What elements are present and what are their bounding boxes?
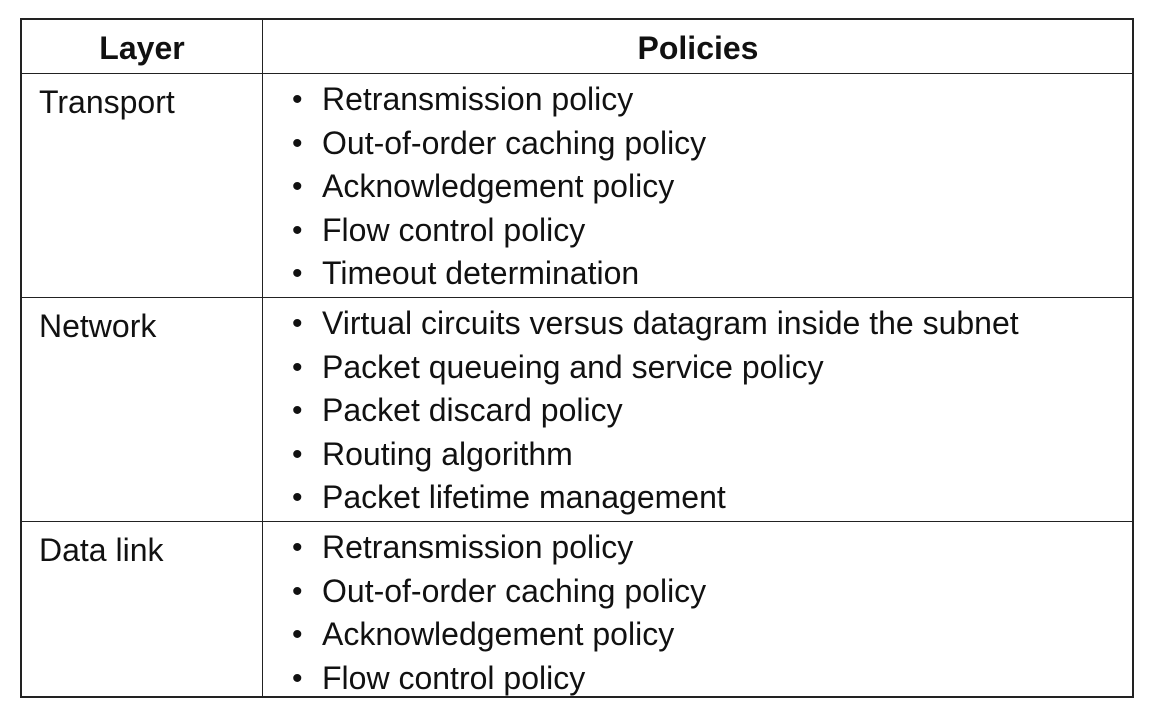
layer-name: Network bbox=[39, 308, 157, 344]
policy-item bbox=[292, 476, 1019, 520]
policy-item bbox=[292, 122, 706, 166]
table-header-row bbox=[22, 20, 1132, 74]
policy-list bbox=[292, 526, 706, 700]
policy-text: Retransmission policy bbox=[322, 529, 634, 565]
policy-text: Retransmission policy bbox=[322, 81, 634, 117]
bullet-icon: • bbox=[292, 83, 303, 116]
policy-item bbox=[292, 165, 706, 209]
policy-list bbox=[292, 78, 706, 296]
policies-table bbox=[20, 18, 1134, 698]
bullet-icon: • bbox=[292, 437, 303, 471]
policy-item bbox=[292, 570, 706, 614]
policy-text: Acknowledgement policy bbox=[322, 168, 675, 204]
bullet-icon: • bbox=[292, 481, 303, 514]
policy-text: Out-of-order caching policy bbox=[322, 572, 707, 609]
policy-item bbox=[292, 302, 1019, 346]
table-row-network bbox=[22, 298, 1132, 522]
policy-text: Routing algorithm bbox=[322, 435, 573, 472]
bullet-icon: • bbox=[292, 618, 303, 651]
policy-text: Flow control policy bbox=[322, 211, 586, 248]
header-policies: Policies bbox=[637, 30, 759, 66]
layer-name: Transport bbox=[39, 84, 175, 120]
policy-item bbox=[292, 613, 706, 657]
policy-item bbox=[292, 346, 1019, 390]
policy-item bbox=[292, 209, 706, 253]
bullet-icon: • bbox=[292, 170, 303, 203]
layer-name: Data link bbox=[39, 532, 164, 568]
table-row-transport bbox=[22, 74, 1132, 298]
policy-item bbox=[292, 657, 706, 701]
policy-text: Acknowledgement policy bbox=[322, 616, 675, 652]
policy-item bbox=[292, 526, 706, 570]
bullet-icon: • bbox=[292, 213, 303, 247]
policy-item bbox=[292, 252, 706, 296]
bullet-icon: • bbox=[292, 394, 303, 427]
policy-item bbox=[292, 433, 1019, 477]
policy-text: Packet lifetime management bbox=[322, 479, 726, 515]
policy-text: Out-of-order caching policy bbox=[322, 124, 707, 161]
policy-text: Packet queueing and service policy bbox=[322, 348, 824, 385]
policy-text: Virtual circuits versus datagram inside the subnet bbox=[322, 305, 1019, 341]
table-row-data-link bbox=[22, 522, 1132, 698]
bullet-icon: • bbox=[292, 257, 303, 290]
policy-item bbox=[292, 78, 706, 122]
bullet-icon: • bbox=[292, 661, 303, 695]
bullet-icon: • bbox=[292, 350, 303, 384]
policy-item bbox=[292, 389, 1019, 433]
policy-text: Flow control policy bbox=[322, 659, 586, 696]
policy-list bbox=[292, 302, 1019, 520]
bullet-icon: • bbox=[292, 531, 303, 564]
bullet-icon: • bbox=[292, 126, 303, 160]
header-layer: Layer bbox=[99, 30, 185, 66]
policy-text: Packet discard policy bbox=[322, 392, 623, 428]
policy-text: Timeout determination bbox=[322, 255, 640, 291]
bullet-icon: • bbox=[292, 574, 303, 608]
bullet-icon: • bbox=[292, 307, 303, 340]
